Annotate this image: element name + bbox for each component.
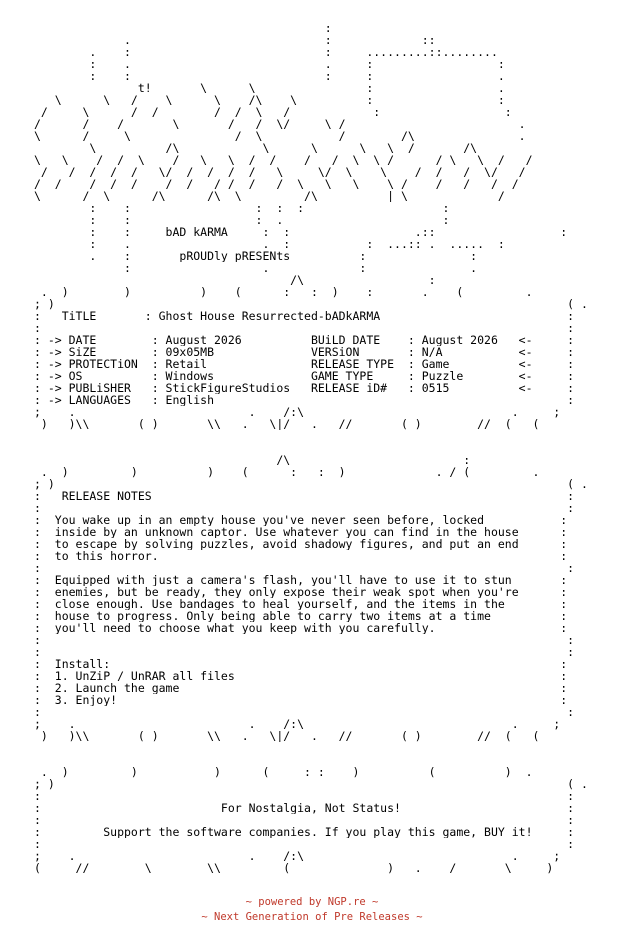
footer-tagline-text: ~ Next Generation of Pre Releases ~ [201, 911, 423, 923]
nfo-line: / _/ / / / \/ / / / / \_ __\/ \ \ _/ / / \/ / [34, 166, 526, 178]
nfo-line: .__)_________)__________)____(______:___:__)_____________._/_(_________. [34, 466, 540, 478]
nfo-line: : . : . [34, 262, 478, 274]
ngp-link[interactable]: ~ powered by NGP.re ~ [245, 896, 379, 908]
nfo-line: : : bAD kARMA : : .:: : [34, 226, 568, 238]
nfo-line: : TiTLE : Ghost_House_Resurrected-bADkARMA : [34, 310, 575, 322]
nfo-line: : -> PUBLiSHER : StickFigureStudios RELEASE iD# : 0515 <- : [34, 382, 575, 394]
nfo-line: : inside by an unknown captor. Use whatever you can find in the house : [34, 526, 568, 538]
nfo-line: : 1. UnZiP / UnRAR all files : [34, 670, 568, 682]
nfo-line: / / _/ _/ / _/ _/ _/_/ / _/ \ \ \____\_/ _/ __/ / / [34, 178, 519, 190]
nfo-line: : Install: : [34, 658, 568, 670]
nfo-line: / \_ _/ / / / \ _/ _ : : [34, 106, 512, 118]
nfo-line: __________ ______ ____________ [34, 754, 429, 766]
nfo-line: . : : .........::........ [34, 46, 498, 58]
nfo-line: __________ /\______ ________:_ [34, 454, 478, 466]
nfo-line [34, 430, 624, 442]
nfo-line: )___)\\_______( )_______\\___.___\|/___.___//_______( )________//__(___( [34, 418, 540, 430]
nfo-line: : For Nostalgia, Not Status! : [34, 802, 575, 814]
nfo-line: . : pROUDly pRESENts : : [34, 250, 478, 262]
nfo-line: : house to progress. Only being able to carry two items at a time : [34, 610, 568, 622]
nfo-line: ___________________________________/\__________________:_______________________ [34, 274, 595, 286]
nfo-line: : you'll need to choose what you keep with you carefully. : [34, 622, 568, 634]
nfo-line: : : [34, 706, 575, 718]
footer-tagline [0, 911, 624, 923]
nfo-line: : : [34, 646, 575, 658]
nfo-line: ;_) (_. [34, 298, 588, 310]
nfo-line: )___)\\_______( )_______\\___.___\|/___.___//_______( )________//__(___( [34, 730, 540, 742]
nfo-line: : You wake up in an empty house you've never seen before, locked : [34, 514, 568, 526]
nfo-line: : : [34, 814, 575, 826]
nfo-line: : [34, 22, 332, 34]
nfo-line: ____\____ ____/\_ _____ __\______\___ _\_ \ / __/\__ ____ [34, 142, 547, 154]
nfo-line: \______/ \______/\______/\__\_________/\__________|_\_____________/ [34, 190, 505, 202]
nfo-line: ______ t! _____\_ \_ _______ : . [34, 82, 505, 94]
nfo-line: : : [34, 634, 575, 646]
nfo-line: (_____//________\________\\_________(______________)___.____/_______\_____) [34, 862, 554, 874]
nfo-line: _\ __\___/ __\__ \_ _/\_ \_ : : [34, 94, 505, 106]
nfo-line: : to escape by solving puzzles, avoid shadowy figures, and put an end : [34, 538, 568, 550]
nfo-line: : -> LANGUAGES : English : [34, 394, 575, 406]
nfo-line: : : [34, 838, 575, 850]
nfo-line: : 3. Enjoy! : [34, 694, 568, 706]
nfo-line: : : [34, 322, 575, 334]
nfo-line: \_ \ __/ /__\_ _/ \_ \ /__/ _/ / _\ \_/ _/ \ \_ / _/ [34, 154, 533, 166]
nfo-line: .__)_________)___________)______(_____:_:____)__________(__________)__. [34, 766, 533, 778]
nfo-line: : RELEASE NOTES : [34, 490, 575, 502]
nfo-line: ;_) (_. [34, 778, 588, 790]
nfo-line: \______/ \_______________/ _\___________/ __/\__ . [34, 130, 526, 142]
nfo-line: ;_ _.________ ______ ____ ____.____/:\__________ _________ _________._ _; [34, 406, 561, 418]
nfo-line: : : _______ : : . [34, 70, 505, 82]
nfo-line: : . . : : ...:: . ..... : [34, 238, 505, 250]
nfo-line: : -> OS : Windows GAME TYPE : Puzzle <- : [34, 370, 575, 382]
nfo-line: ;_ _.________ ______ ____ ____.____/:\__________ _________ _________._ _; [34, 718, 561, 730]
nfo-line: : Support the software companies. If you play this game, BUY it! : [34, 826, 575, 838]
nfo-line [34, 442, 624, 454]
nfo-text [34, 22, 624, 874]
nfo-line: : . . : : [34, 58, 505, 70]
nfo-line: : close enough. Use bandages to heal yourself, and the items in the : [34, 598, 568, 610]
nfo-line: / _/ / _\_______/___/ \/ \_/ . [34, 118, 526, 130]
nfo-line: : : [34, 790, 575, 802]
nfo-line: : -> SiZE : 09x05MB VERSiON : N/A <- : [34, 346, 575, 358]
nfo-line: : : [34, 562, 575, 574]
nfo-line: : : : . : [34, 214, 450, 226]
nfo-line: : -> PROTECTiON : Retail RELEASE TYPE : Game <- : [34, 358, 575, 370]
footer-powered-by[interactable] [0, 896, 624, 908]
nfo-line [34, 742, 624, 754]
nfo-line: : Equipped with just a camera's flash, you'll have to use it to stun : [34, 574, 568, 586]
nfo-line: : enemies, but be ready, they only expose their weak spot when you're : [34, 586, 568, 598]
nfo-line: ;_) (_. [34, 478, 588, 490]
nfo-line: .__)________)__________)____(______:___:__)____:_______.____(_________. [34, 286, 533, 298]
nfo-line: : -> DATE : August 2026 BUiLD DATE : August 2026 <- : [34, 334, 575, 346]
nfo-line: : to this horror. : [34, 550, 568, 562]
nfo-line: . : :: [34, 34, 436, 46]
nfo-line: : : : : : : [34, 202, 450, 214]
nfo-line: ;_ _.________ ______ ____ ____.____/:\__________ _________ _________._ _; [34, 850, 561, 862]
nfo-line: : : [34, 502, 575, 514]
nfo-line: : 2. Launch the game : [34, 682, 568, 694]
